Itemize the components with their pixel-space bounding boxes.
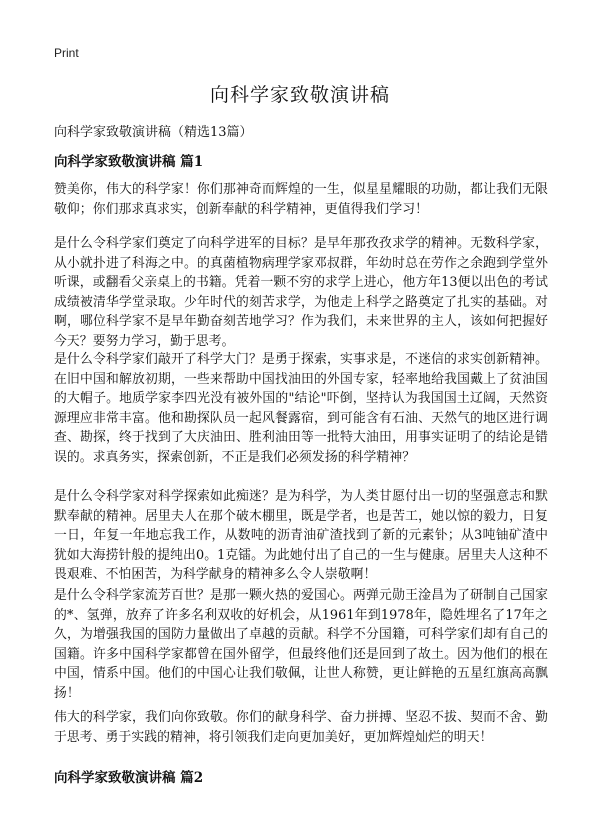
paragraph-4: 是什么令科学家对科学探索如此痴迷？是为科学，为人类甘愿付出一切的坚强意志和默默奉献的精神。居里夫人在那个破木棚里，既是学者，也是苦工，她以惊的毅力，日复一日，年复一年地忘我工作，从数吨的沥青油矿渣找到了新的元素钋；从3吨铀矿渣中犹如大海捞针般的提纯出0。1克镭。为此她付出了自己的一生与健康。居里夫人这种不畏艰难、不怕困苦，为科学献身的精神多么令人崇敬啊！ bbox=[54, 489, 548, 582]
paragraph-5: 是什么令科学家流芳百世？是那一颗火热的爱国心。两弹元勋王淦昌为了研制自己国家的*、氢弹，放弃了许多名利双收的好机会，从1961年到1978年，隐姓埋名了17年之久，为增强我国的国防力量做出了卓越的贡献。科学不分国籍，可科学家们却有自己的国籍。许多中国科学家都曾在国外留学，但最终他们还是回到了故土。因为他们的根在中国，情系中国。他们的中国心让我们敬佩，让世人称赞，更让鲜艳的五星红旗高高飘扬！ bbox=[54, 588, 548, 701]
paragraph-3: 是什么令科学家们敲开了科学大门？是勇于探索，实事求是，不迷信的求实创新精神。在旧中国和解放初期，一些来帮助中国找油田的外国专家，轻率地给我国戴上了贫油国的大帽子。地质学家李四光没有被外国的"结论"吓倒，坚持认为我国国土辽阔，天然资源理应非常丰富。他和勘探队员一起风餐露宿，到可能含有石油、天然气的地区进行调查、勘探，终于找到了大庆油田、胜利油田等一批特大油田，用事实证明了的结论是错误的。求真务实，探索创新，不正是我们必须发扬的科学精神？ bbox=[54, 352, 548, 465]
document-subtitle: 向科学家致敬演讲稿（精选13篇） bbox=[54, 125, 253, 140]
paragraph-2: 是什么令科学家们奠定了向科学进军的目标？是早年那孜孜求学的精神。无数科学家，从小就扑进了科海之中。的真菌植物病理学家邓叔群，年幼时总在劳作之余跑到学堂外听课，或翻看父亲桌上的书籍。凭着一颗不穷的求学上进心，他方年13便以出色的考试成绩被清华学堂录取。少年时代的刻苦求学，为他走上科学之路奠定了扎实的基础。对啊，哪位科学家不是早年勤奋刻苦地学习？作为我们，未来世界的主人，该如何把握好今天？要努力学习，勤于思考。 bbox=[54, 236, 548, 349]
paragraph-6: 伟大的科学家，我们向你致敬。你们的献身科学、奋力拼搏、坚忍不拔、契而不舍、勤于思考、勇于实践的精神，将引领我们走向更加美好，更加辉煌灿烂的明天！ bbox=[54, 710, 548, 745]
section-heading-2: 向科学家致敬演讲稿 篇2 bbox=[54, 770, 204, 786]
page-title: 向科学家致敬演讲稿 bbox=[209, 84, 390, 106]
paragraph-1: 赞美你，伟大的科学家！你们那神奇而辉煌的一生，似星星耀眼的功勋，都让我们无限敬仰；你们那求真求实，创新奉献的科学精神，更值得我们学习！ bbox=[54, 182, 548, 217]
section-heading-1: 向科学家致敬演讲稿 篇1 bbox=[54, 154, 204, 170]
print-link[interactable]: Print bbox=[54, 46, 79, 60]
